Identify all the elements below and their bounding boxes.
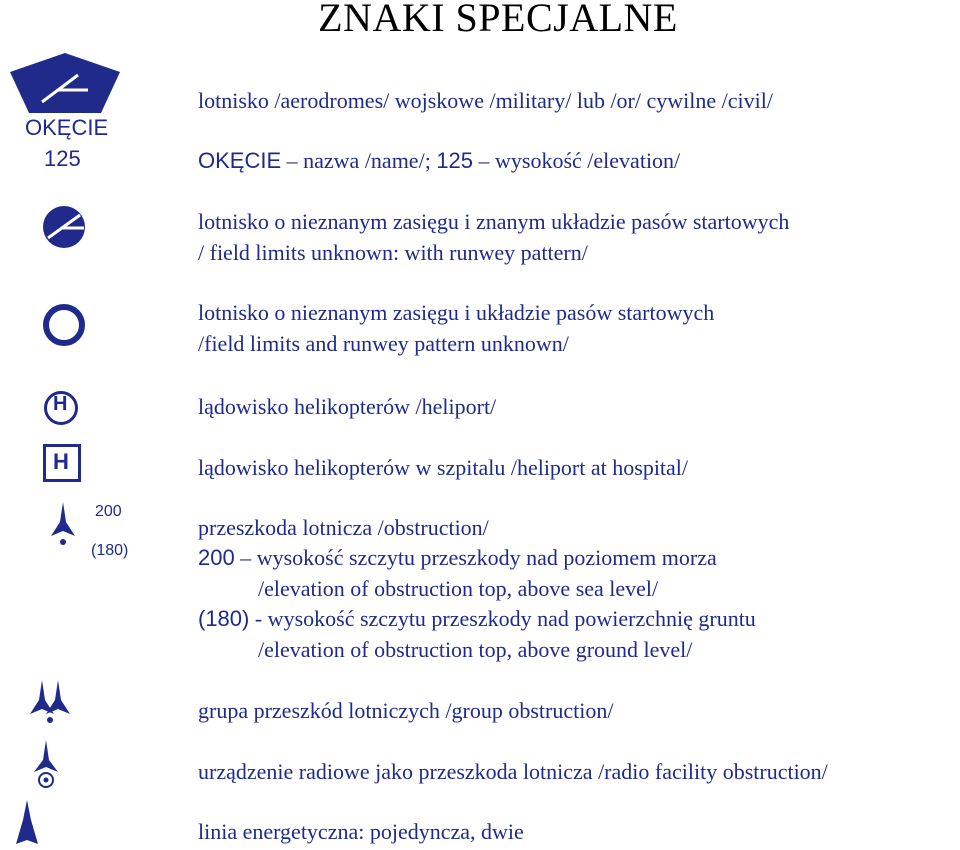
legend-elevation-top-en: /elevation of obstruction top, above sea level/ <box>258 576 659 601</box>
field-pattern-unknown-symbol <box>42 303 86 347</box>
elevation-example: 125 <box>436 148 474 173</box>
radio-obstruction-symbol <box>33 740 59 790</box>
legend-unknown-limits-line1: lotnisko o nieznanym zasięgu i znanym układzie pasów startowych <box>198 209 790 234</box>
legend-elevation-top <box>198 542 717 573</box>
hospital-heliport-letter: H <box>53 449 69 474</box>
legend-unknown-limits-line2: / field limits unknown: with runwey pattern/ <box>198 240 588 265</box>
legend-unknown-all-line2: /field limits and runwey pattern unknown/ <box>198 331 569 356</box>
legend-height-top-en: /elevation of obstruction top, above ground level/ <box>258 637 693 662</box>
obstruction-spike-icon <box>51 502 75 536</box>
legend-group-obstruction: grupa przeszkód lotniczych /group obstruction/ <box>198 698 614 723</box>
power-line-symbol <box>14 800 40 850</box>
obstruction-symbol <box>50 502 76 546</box>
legend-obstruction: przeszkoda lotnicza /obstruction/ <box>198 515 489 540</box>
legend-name-elevation <box>198 145 680 176</box>
legend-height-top <box>198 603 756 634</box>
legend-heliport: lądowisko helikopterów /heliport/ <box>198 394 497 419</box>
elevation-desc: – wysokość /elevation/ <box>473 148 681 173</box>
legend-radio-obstruction: urządzenie radiowe jako przeszkoda lotnicza /radio facility obstruction/ <box>198 759 828 784</box>
elevation-top-desc: – wysokość szczytu przeszkody nad poziomem morza <box>234 545 717 570</box>
heliport-letter: H <box>53 393 68 415</box>
height-top-example: (180) <box>198 606 250 631</box>
obstruction-dot-icon <box>47 717 53 723</box>
height-top-desc: - wysokość szczytu przeszkody nad powierzchnię gruntu <box>249 606 756 631</box>
radio-dot-icon <box>44 778 49 783</box>
obstruction-spike-icon <box>34 740 58 772</box>
ring-icon <box>46 307 82 343</box>
obstruction-dot-icon <box>60 539 66 545</box>
name-desc: – nazwa /name/; <box>281 148 437 173</box>
obstruction-height-label: (180) <box>91 542 129 559</box>
legend-unknown-all-line1: lotnisko o nieznanym zasięgu i układzie pasów startowych <box>198 300 715 325</box>
obstruction-elevation-label: 200 <box>95 503 122 520</box>
legend-aerodrome: lotnisko /aerodromes/ wojskowe /military/ lub /or/ cywilne /civil/ <box>198 88 773 113</box>
name-example: OKĘCIE <box>198 148 282 173</box>
legend-power-line: linia energetyczna: pojedyncza, dwie <box>198 819 524 844</box>
aerodrome-elevation-label: 125 <box>44 146 81 171</box>
field-limits-unknown-symbol <box>42 205 86 249</box>
aerodrome-name-label: OKĘCIE <box>25 115 109 140</box>
legend-hospital-heliport: lądowisko helikopterów w szpitalu /heliport at hospital/ <box>198 455 689 480</box>
elevation-top-example: 200 <box>198 545 235 570</box>
group-obstruction-symbol <box>31 680 69 724</box>
aerodrome-symbol <box>8 53 122 115</box>
obstruction-spike-icon <box>46 680 70 714</box>
page-title: ZNAKI SPECJALNE <box>318 0 678 40</box>
pylon-spike-icon <box>16 800 38 844</box>
